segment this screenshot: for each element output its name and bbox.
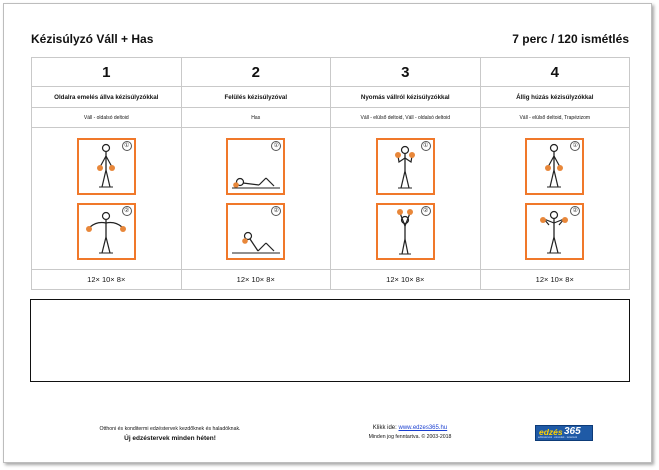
overhead-press-figure — [378, 205, 433, 258]
situp-up-figure — [228, 205, 283, 258]
edzes365-logo[interactable] — [535, 425, 593, 441]
exercise-number-row — [32, 58, 630, 87]
exercise-muscle: Váll - oldalsó deltoid — [32, 108, 182, 128]
exercise-images — [181, 128, 331, 270]
lying-situp-start-figure — [228, 140, 283, 193]
exercise-name-row — [32, 87, 630, 108]
exercise-muscle: Váll - elülső deltoid, Váll - oldalsó deltoid — [331, 108, 481, 128]
footer-link-line — [340, 425, 480, 431]
upright-row-figure — [527, 205, 582, 258]
exercise-illustration — [226, 138, 285, 195]
dumbbells-at-shoulder-figure — [378, 140, 433, 193]
logo-text-number: 365 — [564, 426, 581, 437]
exercise-illustration — [525, 203, 584, 260]
exercise-images — [480, 128, 630, 270]
footer-link-prefix: Klikk ide: — [372, 425, 399, 431]
upright-row-start-figure — [527, 140, 582, 193]
logo-tagline: edzéstervek · étrendek · tanácsok — [538, 436, 578, 439]
exercise-illustration — [525, 138, 584, 195]
copyright: Minden jog fenntartva. © 2003-2018 — [368, 434, 452, 440]
exercise-reps: 12× 10× 8× — [331, 270, 481, 290]
exercise-illustration — [376, 138, 435, 195]
exercise-table — [31, 57, 630, 290]
exercise-muscle-row — [32, 108, 630, 128]
step-badge: ② — [421, 206, 431, 216]
exercise-images — [32, 128, 182, 270]
step-badge: ① — [122, 141, 132, 151]
workout-duration: 7 perc / 120 ismétlés — [512, 32, 629, 46]
exercise-number: 2 — [181, 58, 331, 87]
exercise-muscle: Has — [181, 108, 331, 128]
footer-link-block — [340, 425, 480, 440]
exercise-reps: 12× 10× 8× — [480, 270, 630, 290]
lateral-raise-figure — [79, 205, 134, 258]
header — [31, 32, 629, 52]
exercise-illustration — [77, 203, 136, 260]
step-badge: ① — [421, 141, 431, 151]
step-badge: ② — [271, 206, 281, 216]
exercise-number: 4 — [480, 58, 630, 87]
footer-slogan: Új edzéstervek minden héten! — [124, 435, 216, 442]
exercise-name: Állig húzás kézisúlyzókkal — [480, 87, 630, 108]
exercise-name: Felülés kézisúlyzóval — [181, 87, 331, 108]
footer-tagline — [60, 426, 280, 442]
exercise-reps-row — [32, 270, 630, 290]
standing-dumbbells-down-figure — [79, 140, 134, 193]
page-title: Kézisúlyzó Váll + Has — [31, 32, 154, 46]
step-badge: ① — [271, 141, 281, 151]
step-badge: ② — [570, 206, 580, 216]
exercise-reps: 12× 10× 8× — [181, 270, 331, 290]
step-badge: ② — [122, 206, 132, 216]
exercise-illustration — [226, 203, 285, 260]
exercise-number: 3 — [331, 58, 481, 87]
exercise-name: Nyomás vállról kézisúlyzókkal — [331, 87, 481, 108]
footer-description: Otthoni és konditermi edzéstervek kezdőknek és haladóknak. — [99, 426, 241, 432]
notes-box[interactable] — [30, 299, 630, 382]
exercise-name: Oldalra emelés állva kézisúlyzókkal — [32, 87, 182, 108]
step-badge: ① — [570, 141, 580, 151]
exercise-images-row — [32, 128, 630, 270]
logo-text-word: edzés — [539, 427, 563, 437]
exercise-illustration — [77, 138, 136, 195]
website-link[interactable]: www.edzes365.hu — [398, 425, 448, 431]
exercise-reps: 12× 10× 8× — [32, 270, 182, 290]
exercise-muscle: Váll - elülső deltoid, Trapézizom — [480, 108, 630, 128]
exercise-images — [331, 128, 481, 270]
exercise-illustration — [376, 203, 435, 260]
exercise-number: 1 — [32, 58, 182, 87]
